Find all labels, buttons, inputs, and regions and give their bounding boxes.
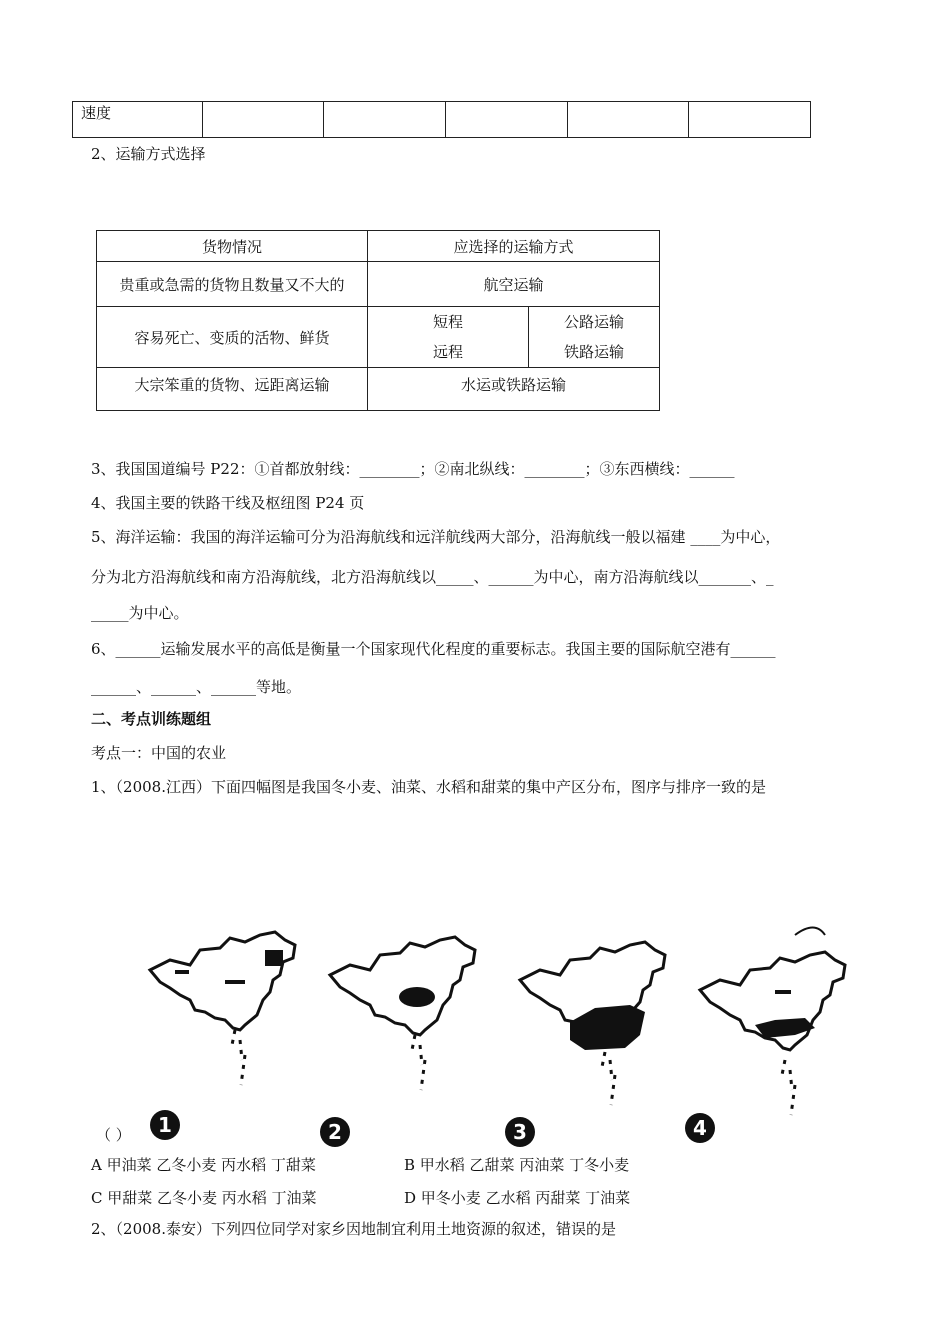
item-5-line-1: 5、海洋运输：我国的海洋运输可分为沿海航线和远洋航线两大部分，沿海航线一般以福建 ____为中心， xyxy=(91,528,781,546)
row2-distance xyxy=(368,307,529,368)
option-b: B 甲水稻 乙甜菜 丙油菜 丁冬小麦 xyxy=(404,1156,630,1174)
header-goods: 货物情况 xyxy=(97,231,368,262)
section-title: 二、考点训练题组 xyxy=(91,710,212,728)
item-3: 3、我国国道编号 P22：①首都放射线：________；②南北纵线：________；③东西横线：______ xyxy=(91,460,735,478)
row2-long: 远程 xyxy=(432,343,463,361)
table-cell xyxy=(202,102,324,138)
row2-short-mode: 公路运输 xyxy=(563,313,624,331)
header-mode: 应选择的运输方式 xyxy=(368,231,660,262)
row2-long-mode: 铁路运输 xyxy=(563,343,624,361)
question-1: 1、（2008.江西）下面四幅图是我国冬小麦、油菜、水稻和甜菜的集中产区分布，图序与排序一致的是 xyxy=(91,778,766,796)
table-cell xyxy=(446,102,568,138)
table-cell xyxy=(689,102,811,138)
map-2 xyxy=(330,937,475,1090)
kaodian-title: 考点一：中国的农业 xyxy=(91,744,227,762)
row2-goods: 容易死亡、变质的活物、鲜货 xyxy=(97,307,368,368)
transport-table xyxy=(96,230,660,411)
item-5-line-2: 分为北方沿海航线和南方沿海航线，北方沿海航线以_____、______为中心，南方沿海航线以_______、_ xyxy=(91,568,774,586)
section-2-title: 2、运输方式选择 xyxy=(91,145,206,163)
item-6-line-2: ______、______、______等地。 xyxy=(91,678,302,696)
table-cell xyxy=(567,102,689,138)
row1-goods: 贵重或急需的货物且数量又不大的 xyxy=(97,262,368,307)
map-number-2: 2 xyxy=(320,1117,350,1147)
speed-table xyxy=(72,101,811,138)
row2-mode xyxy=(529,307,660,368)
answer-paren: （ ） xyxy=(96,1126,131,1144)
speed-label: 速度 xyxy=(73,102,203,138)
map-4 xyxy=(700,928,845,1116)
item-5-line-3: _____为中心。 xyxy=(91,604,189,622)
map-number-4: 4 xyxy=(685,1113,715,1143)
map-number-1: 1 xyxy=(150,1110,180,1140)
china-maps-figure xyxy=(140,925,860,1140)
item-4: 4、我国主要的铁路干线及枢纽图 P24 页 xyxy=(91,494,365,512)
item-6-line-1: 6、______运输发展水平的高低是衡量一个国家现代化程度的重要标志。我国主要的国际航空港有______ xyxy=(91,640,776,658)
map-number-3: 3 xyxy=(505,1117,535,1147)
map-3 xyxy=(520,942,665,1105)
row3-goods: 大宗笨重的货物、远距离运输 xyxy=(97,368,368,411)
option-d: D 甲冬小麦 乙水稻 丙甜菜 丁油菜 xyxy=(404,1189,631,1207)
question-2: 2、（2008.泰安）下列四位同学对家乡因地制宜利用土地资源的叙述，错误的是 xyxy=(91,1220,616,1238)
row1-mode: 航空运输 xyxy=(368,262,660,307)
row2-short: 短程 xyxy=(432,313,463,331)
row3-mode: 水运或铁路运输 xyxy=(368,368,660,411)
option-a: A 甲油菜 乙冬小麦 丙水稻 丁甜菜 xyxy=(91,1156,316,1174)
map-1 xyxy=(150,932,295,1085)
table-cell xyxy=(324,102,446,138)
option-c: C 甲甜菜 乙冬小麦 丙水稻 丁油菜 xyxy=(91,1189,317,1207)
